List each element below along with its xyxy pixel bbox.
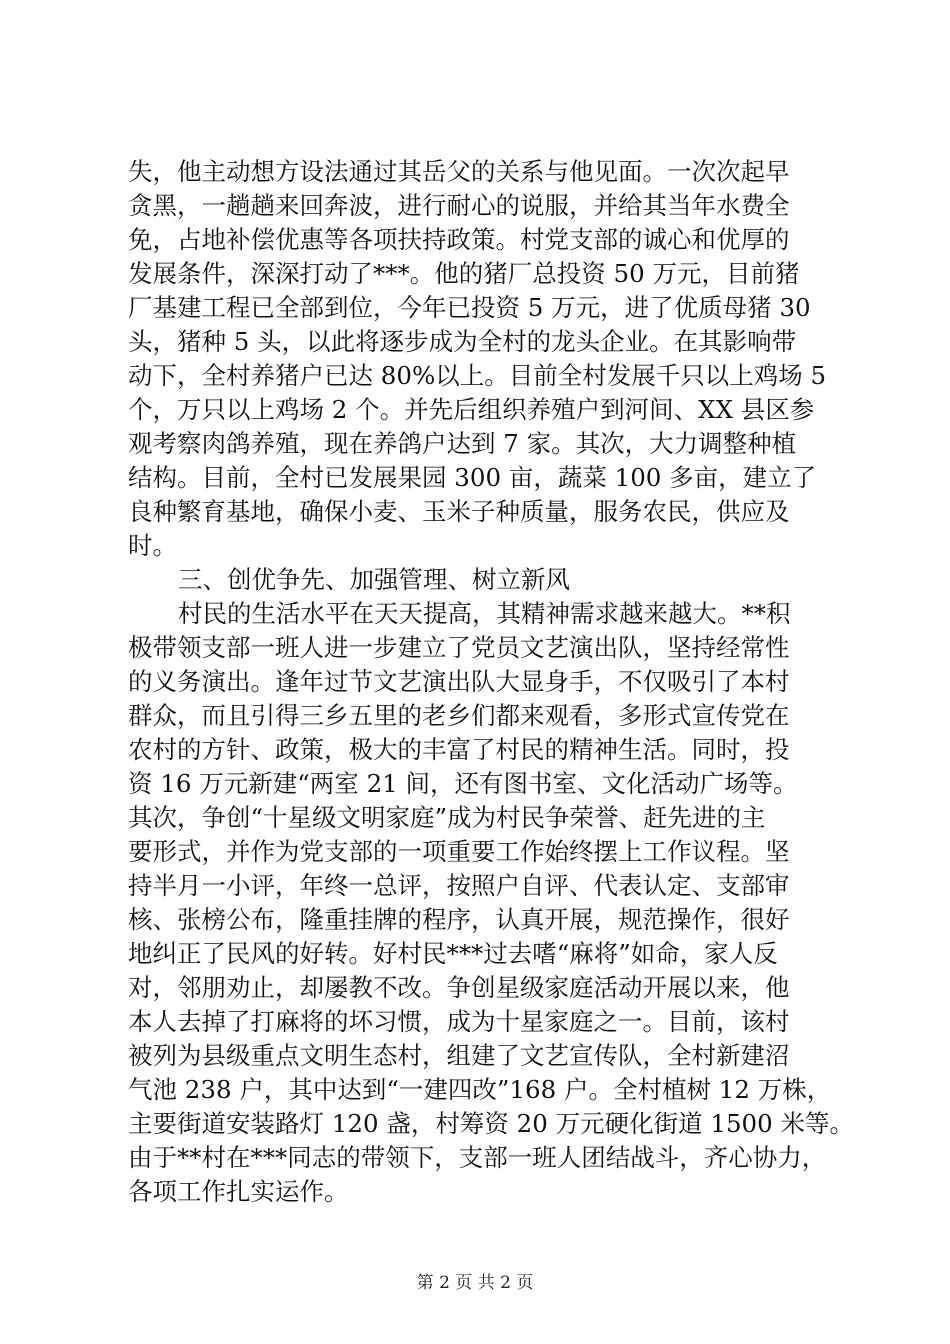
text-line: 时。 [128, 531, 177, 560]
text-line: 主要街道安装路灯 120 盏，村筹资 20 万元硬化街道 1500 米等。 [128, 1109, 855, 1138]
text-line: 贪黑，一趟趟来回奔波，进行耐心的说服，并给其当年水费全 [128, 191, 790, 220]
text-line: 气池 238 户，其中达到“一建四改”168 户。全村植树 12 万株， [128, 1075, 832, 1104]
text-line: 头，猪种 5 头，以此将逐步成为全村的龙头企业。在其影响带 [128, 327, 797, 356]
text-line: 免，占地补偿优惠等各项扶持政策。村党支部的诚心和优厚的 [128, 225, 790, 254]
text-line: 被列为县级重点文明生态村，组建了文艺宣传队，全村新建沼 [128, 1041, 790, 1070]
text-line: 极带领支部一班人进一步建立了党员文艺演出队，坚持经常性 [128, 633, 790, 662]
text-line: 个，万只以上鸡场 2 个。并先后组织养殖户到河间、XX 县区参 [128, 395, 815, 424]
text-line: 结构。目前，全村已发展果园 300 亩，蔬菜 100 多亩，建立了 [128, 463, 817, 492]
text-line: 核、张榜公布，隆重挂牌的程序，认真开展，规范操作，很好 [128, 905, 790, 934]
paragraph-first-line: 村民的生活水平在天天提高，其精神需求越来越大。**积 [178, 599, 791, 628]
document-body [128, 155, 854, 1209]
text-line: 群众，而且引得三乡五里的老乡们都来观看，多形式宣传党在 [128, 701, 790, 730]
text-line: 地纠正了民风的好转。好村民***过去嗜“麻将”如命，家人反 [128, 939, 778, 968]
text-line: 农村的方针、政策，极大的丰富了村民的精神生活。同时，投 [128, 735, 790, 764]
text-line: 发展条件，深深打动了***。他的猪厂总投资 50 万元，目前猪 [128, 259, 800, 288]
text-line: 要形式，并作为党支部的一项重要工作始终摆上工作议程。坚 [128, 837, 790, 866]
text-line: 观考察肉鸽养殖，现在养鸽户达到 7 家。其次，大力调整种植 [128, 429, 797, 458]
page-number-footer: 第 2 页 共 2 页 [416, 1273, 534, 1293]
text-line: 资 16 万元新建“两室 21 间，还有图书室、文化活动广场等。 [128, 769, 798, 798]
text-line: 失，他主动想方设法通过其岳父的关系与他见面。一次次起早 [128, 157, 790, 186]
text-line: 厂基建工程已全部到位，今年已投资 5 万元，进了优质母猪 30 [128, 293, 811, 322]
text-line: 持半月一小评，年终一总评，按照户自评、代表认定、支部审 [128, 871, 790, 900]
text-line: 由于**村在***同志的带领下，支部一班人团结战斗，齐心协力， [128, 1143, 827, 1172]
text-line: 本人去掉了打麻将的坏习惯，成为十星家庭之一。目前，该村 [128, 1007, 790, 1036]
text-line: 其次，争创“十星级文明家庭”成为村民争荣誉、赶先进的主 [128, 803, 766, 832]
text-line: 对，邻朋劝止，却屡教不改。争创星级家庭活动开展以来，他 [128, 973, 790, 1002]
section-heading: 三、创优争先、加强管理、树立新风 [178, 565, 570, 594]
text-line: 各项工作扎实运作。 [128, 1177, 349, 1206]
text-line: 动下，全村养猪户已达 80%以上。目前全村发展千只以上鸡场 5 [128, 361, 827, 390]
text-line: 良种繁育基地，确保小麦、玉米子种质量，服务农民，供应及 [128, 497, 790, 526]
text-line: 的义务演出。逢年过节文艺演出队大显身手，不仅吸引了本村 [128, 667, 790, 696]
